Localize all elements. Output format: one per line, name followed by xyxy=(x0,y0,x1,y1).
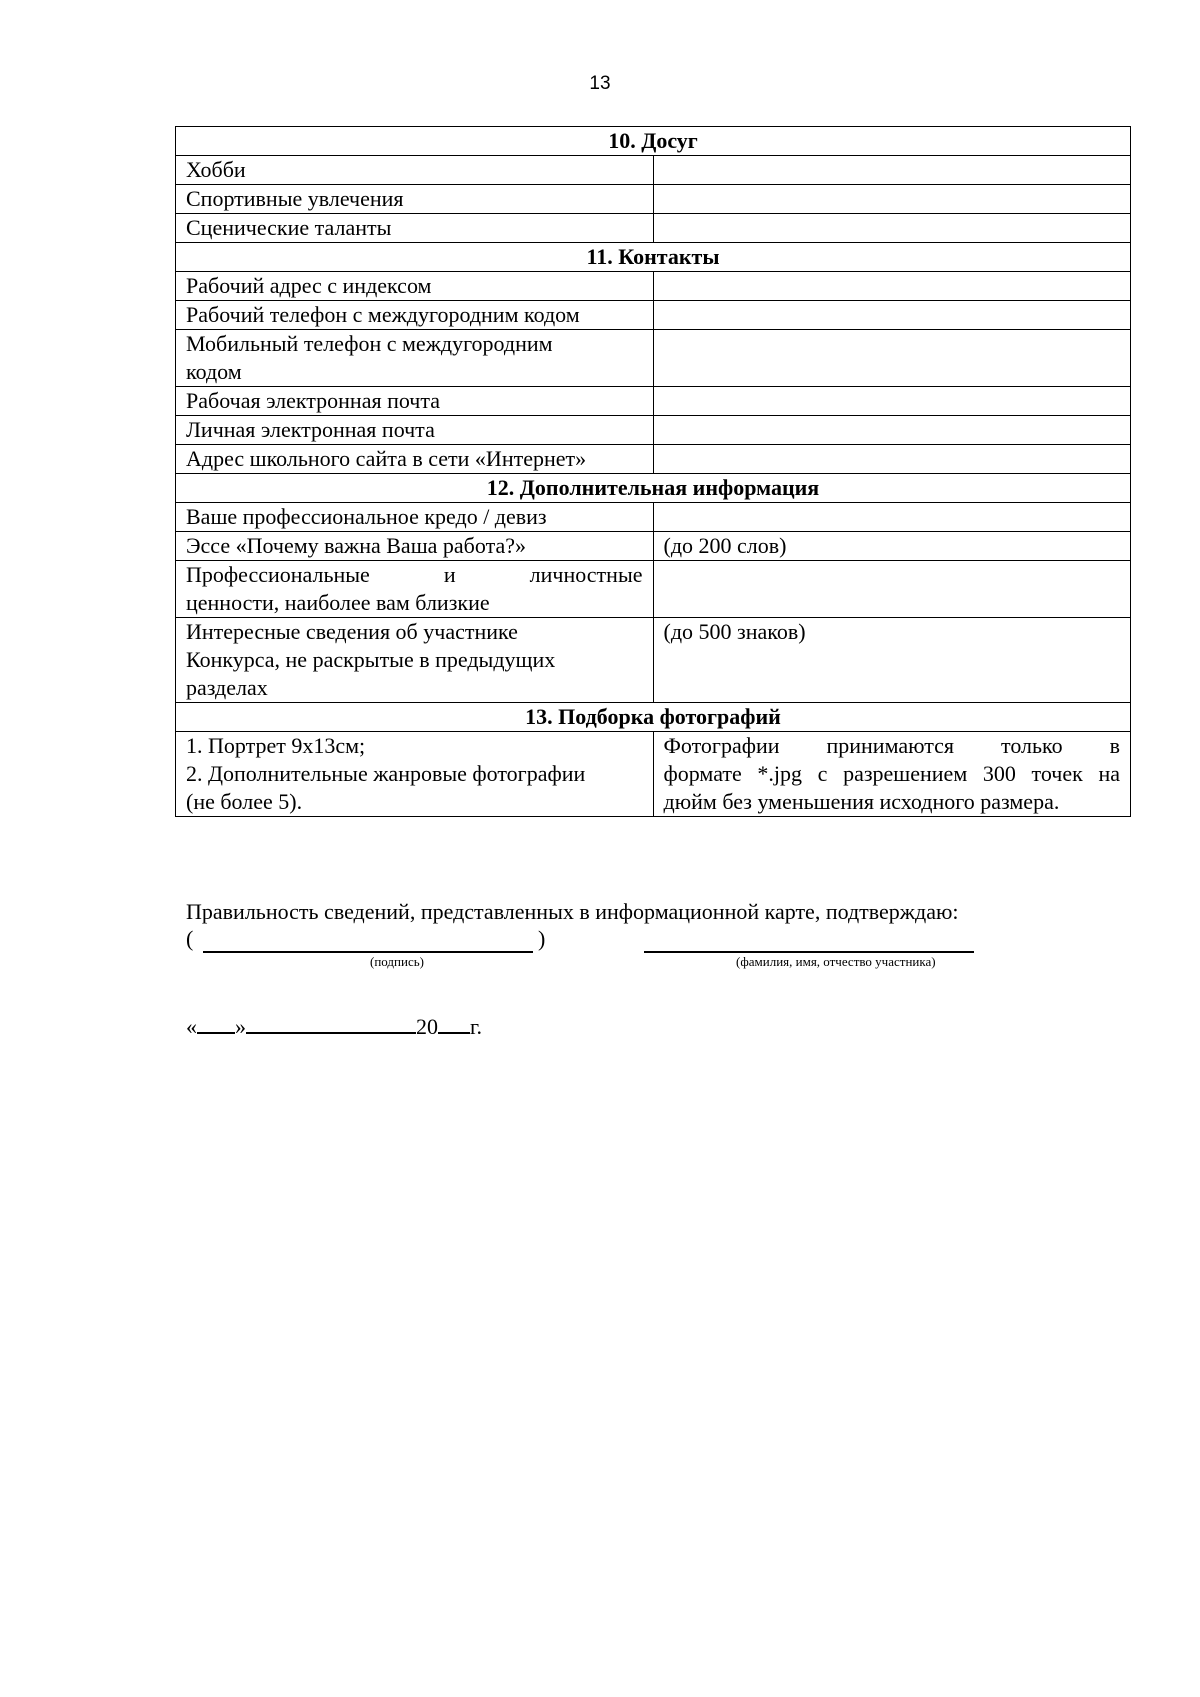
row-label-work-phone: Рабочий телефон с междугородним кодом xyxy=(176,301,654,330)
table-row xyxy=(176,156,1131,185)
section-title-leisure: 10. Досуг xyxy=(176,127,1131,156)
row-value-sports[interactable] xyxy=(653,185,1131,214)
page-number: 13 xyxy=(589,73,611,94)
row-label-work-address: Рабочий адрес с индексом xyxy=(176,272,654,301)
confirmation-text: Правильность сведений, представленных в информационной карте, подтверждаю: xyxy=(186,899,959,924)
year-blank[interactable] xyxy=(438,1012,470,1034)
row-value-line: формате *.jpg с разрешением 300 точек на xyxy=(663,761,1120,786)
row-value-interesting-facts[interactable]: (до 500 знаков) xyxy=(653,618,1131,703)
table-row xyxy=(176,330,1131,387)
row-label-sports: Спортивные увлечения xyxy=(176,185,654,214)
row-label-line: (не более 5). xyxy=(186,789,303,814)
section-title-additional: 12. Дополнительная информация xyxy=(176,474,1131,503)
full-name-line[interactable] xyxy=(644,951,974,953)
row-value-line: дюйм без уменьшения исходного размера. xyxy=(663,789,1060,814)
row-label-line: Профессиональные и личностные xyxy=(186,562,643,587)
section-header-row xyxy=(176,474,1131,503)
section-header-row xyxy=(176,243,1131,272)
section-title-photos: 13. Подборка фотографий xyxy=(176,703,1131,732)
signature-open-paren: ( xyxy=(186,926,194,951)
row-label-photos xyxy=(176,732,654,817)
row-label-values xyxy=(176,561,654,618)
table-row xyxy=(176,272,1131,301)
row-label-mobile-phone xyxy=(176,330,654,387)
row-label-line: 1. Портрет 9х13см; xyxy=(186,733,366,758)
row-value-values[interactable] xyxy=(653,561,1131,618)
row-value-line: Фотографии принимаются только в xyxy=(663,733,1120,758)
row-value-hobby[interactable] xyxy=(653,156,1131,185)
row-value-credo[interactable] xyxy=(653,503,1131,532)
row-label-line: Интересные сведения об участнике xyxy=(186,619,518,644)
section-header-row xyxy=(176,127,1131,156)
row-value-photos xyxy=(653,732,1131,817)
date-close-quote: » xyxy=(235,1014,246,1039)
row-value-school-website[interactable] xyxy=(653,445,1131,474)
table-row xyxy=(176,618,1131,703)
row-value-work-address[interactable] xyxy=(653,272,1131,301)
row-value-mobile-phone[interactable] xyxy=(653,330,1131,387)
row-label-hobby: Хобби xyxy=(176,156,654,185)
table-row xyxy=(176,445,1131,474)
row-label-school-website: Адрес школьного сайта в сети «Интернет» xyxy=(176,445,654,474)
table-row xyxy=(176,561,1131,618)
row-value-personal-email[interactable] xyxy=(653,416,1131,445)
row-label-line: кодом xyxy=(186,359,242,384)
row-label-stage-talents: Сценические таланты xyxy=(176,214,654,243)
row-value-work-phone[interactable] xyxy=(653,301,1131,330)
table-row xyxy=(176,416,1131,445)
row-value-stage-talents[interactable] xyxy=(653,214,1131,243)
signature-row xyxy=(186,926,1086,969)
row-value-work-email[interactable] xyxy=(653,387,1131,416)
date-open-quote: « xyxy=(186,1014,197,1039)
row-label-work-email: Рабочая электронная почта xyxy=(176,387,654,416)
row-label-essay: Эссе «Почему важна Ваша работа?» xyxy=(176,532,654,561)
table-row xyxy=(176,214,1131,243)
month-blank[interactable] xyxy=(246,1012,416,1034)
table-row xyxy=(176,532,1131,561)
full-name-caption: (фамилия, имя, отчество участника) xyxy=(736,954,936,969)
row-label-line: разделах xyxy=(186,675,268,700)
row-label-line: 2. Дополнительные жанровые фотографии xyxy=(186,761,586,786)
section-header-row xyxy=(176,703,1131,732)
information-card-table xyxy=(175,126,1131,817)
table-row xyxy=(176,503,1131,532)
signature-line[interactable] xyxy=(203,951,533,953)
section-title-contacts: 11. Контакты xyxy=(176,243,1131,272)
table-row xyxy=(176,185,1131,214)
year-prefix: 20 xyxy=(416,1014,438,1039)
row-label-credo: Ваше профессиональное кредо / девиз xyxy=(176,503,654,532)
date-line xyxy=(186,1012,482,1040)
row-label-line: Мобильный телефон с междугородним xyxy=(186,331,553,356)
row-label-line: ценности, наиболее вам близкие xyxy=(186,590,490,615)
row-value-essay[interactable]: (до 200 слов) xyxy=(653,532,1131,561)
table-row xyxy=(176,732,1131,817)
row-label-interesting-facts xyxy=(176,618,654,703)
row-label-line: Конкурса, не раскрытые в предыдущих xyxy=(186,647,556,672)
row-label-personal-email: Личная электронная почта xyxy=(176,416,654,445)
signature-close-paren: ) xyxy=(538,926,546,951)
table-row xyxy=(176,387,1131,416)
day-blank[interactable] xyxy=(197,1012,235,1034)
table-row xyxy=(176,301,1131,330)
year-suffix: г. xyxy=(470,1014,483,1039)
signature-caption: (подпись) xyxy=(370,954,424,969)
